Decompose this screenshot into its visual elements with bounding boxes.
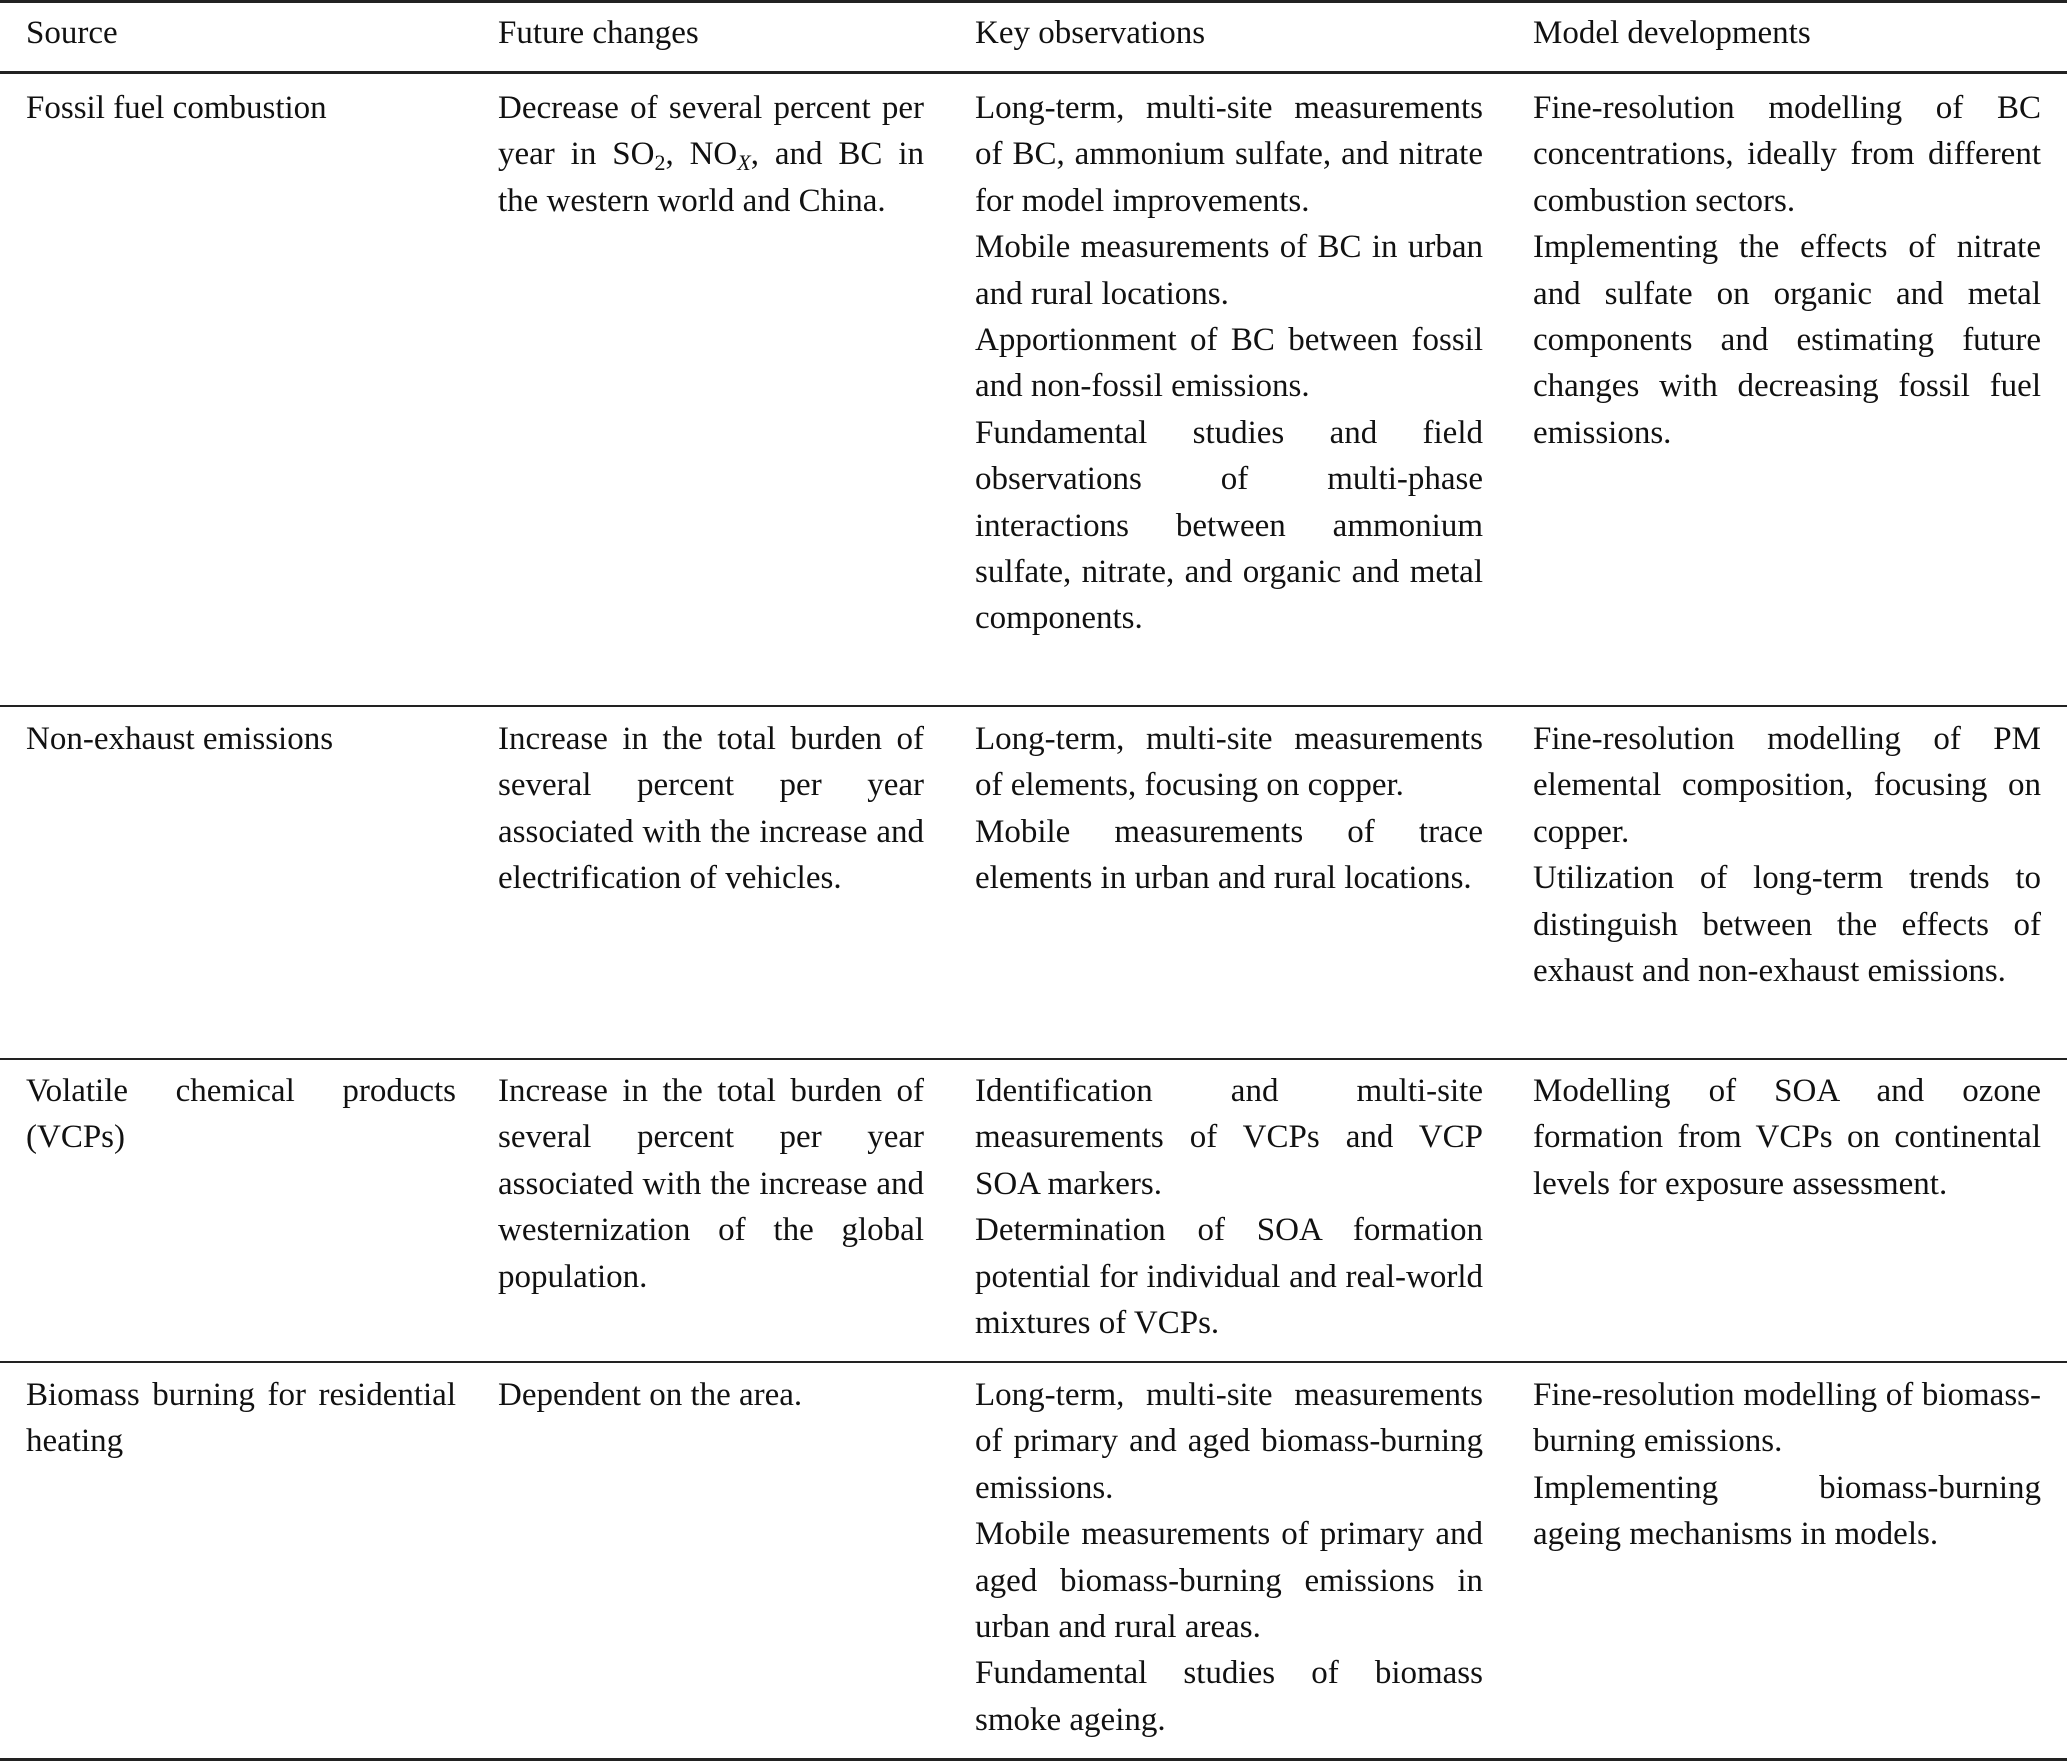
header-future-changes: Future changes xyxy=(498,15,699,51)
development-item: Fine-resolution modelling of biomass-burning emissions. xyxy=(1533,1377,2041,1460)
development-item: Utilization of long-term trends to distinguish between the effects of exhaust and non-exhaust emissions. xyxy=(1533,860,2041,990)
row-rule xyxy=(0,1058,2067,1060)
header-key-observations: Key observations xyxy=(975,15,1206,51)
source-cell: Biomass burning for residential heating xyxy=(26,1377,456,1460)
model-developments-cell xyxy=(1533,1068,2041,1207)
observation-item: Long-term, multi-site measurements of BC, ammonium sulfate, and nitrate for model improvements. xyxy=(975,90,1483,219)
observation-item: Mobile measurements of BC in urban and rural locations. xyxy=(975,229,1483,312)
row-rule xyxy=(0,1361,2067,1363)
key-observations-cell xyxy=(975,1372,1483,1743)
header-rule xyxy=(0,71,2067,74)
observation-item: Identification and multi-site measurements of VCPs and VCP SOA markers. xyxy=(975,1073,1483,1202)
observation-item: Determination of SOA formation potential for individual and real-world mixtures of VCPs. xyxy=(975,1212,1483,1342)
development-item: Fine-resolution modelling of BC concentrations, ideally from different combustion sectors. xyxy=(1533,90,2041,219)
observation-item: Apportionment of BC between fossil and non-fossil emissions. xyxy=(975,322,1483,405)
subscript: X xyxy=(737,150,751,176)
future-changes-cell xyxy=(498,716,924,902)
future-changes-cell xyxy=(498,1068,924,1300)
future-text: Increase in the total burden of several percent per year associated with the increase and electrification of vehicles. xyxy=(498,721,924,897)
observation-item: Long-term, multi-site measurements of elements, focusing on copper. xyxy=(975,721,1483,804)
future-changes-cell xyxy=(498,1372,924,1418)
row-rule xyxy=(0,705,2067,707)
table-bottom-rule xyxy=(0,1758,2067,1761)
model-developments-cell xyxy=(1533,85,2041,456)
source-cell: Non-exhaust emissions xyxy=(26,721,334,757)
key-observations-cell xyxy=(975,1068,1483,1346)
future-changes-cell xyxy=(498,85,924,224)
future-text: Decrease of several percent per year in SO xyxy=(498,90,924,173)
source-cell: Fossil fuel combustion xyxy=(26,90,327,126)
observation-item: Mobile measurements of primary and aged biomass-burning emissions in urban and rural areas. xyxy=(975,1516,1483,1646)
header-model-developments: Model developments xyxy=(1533,15,1811,51)
model-developments-cell xyxy=(1533,716,2041,994)
observation-item: Long-term, multi-site measurements of primary and aged biomass-burning emissions. xyxy=(975,1377,1483,1506)
model-developments-cell xyxy=(1533,1372,2041,1558)
observation-item: Fundamental studies and field observations of multi-phase interactions between ammonium sulfate, nitrate, and organic and metal components. xyxy=(975,414,1483,637)
future-text: , NO xyxy=(665,136,738,173)
development-item: Implementing biomass-burning ageing mechanisms in models. xyxy=(1533,1469,2041,1553)
observation-item: Fundamental studies of biomass smoke ageing. xyxy=(975,1655,1483,1738)
table-top-rule xyxy=(0,0,2067,3)
header-source: Source xyxy=(26,15,118,51)
development-item: Implementing the effects of nitrate and sulfate on organic and metal components and estimating future changes with decreasing fossil fuel emissions. xyxy=(1533,229,2041,451)
future-text: , and BC in the western world and China. xyxy=(498,136,924,219)
future-text: Increase in the total burden of several percent per year associated with the increase and westernization of the global population. xyxy=(498,1073,924,1295)
observation-item: Mobile measurements of trace elements in urban and rural locations. xyxy=(975,813,1483,897)
subscript: 2 xyxy=(654,150,666,176)
future-text: Dependent on the area. xyxy=(498,1377,803,1413)
development-item: Modelling of SOA and ozone formation from VCPs on continental levels for exposure assessment. xyxy=(1533,1073,2041,1202)
development-item: Fine-resolution modelling of PM elemental composition, focusing on copper. xyxy=(1533,721,2041,850)
key-observations-cell xyxy=(975,85,1483,642)
source-cell: Volatile chemical products (VCPs) xyxy=(26,1073,456,1156)
key-observations-cell xyxy=(975,716,1483,902)
